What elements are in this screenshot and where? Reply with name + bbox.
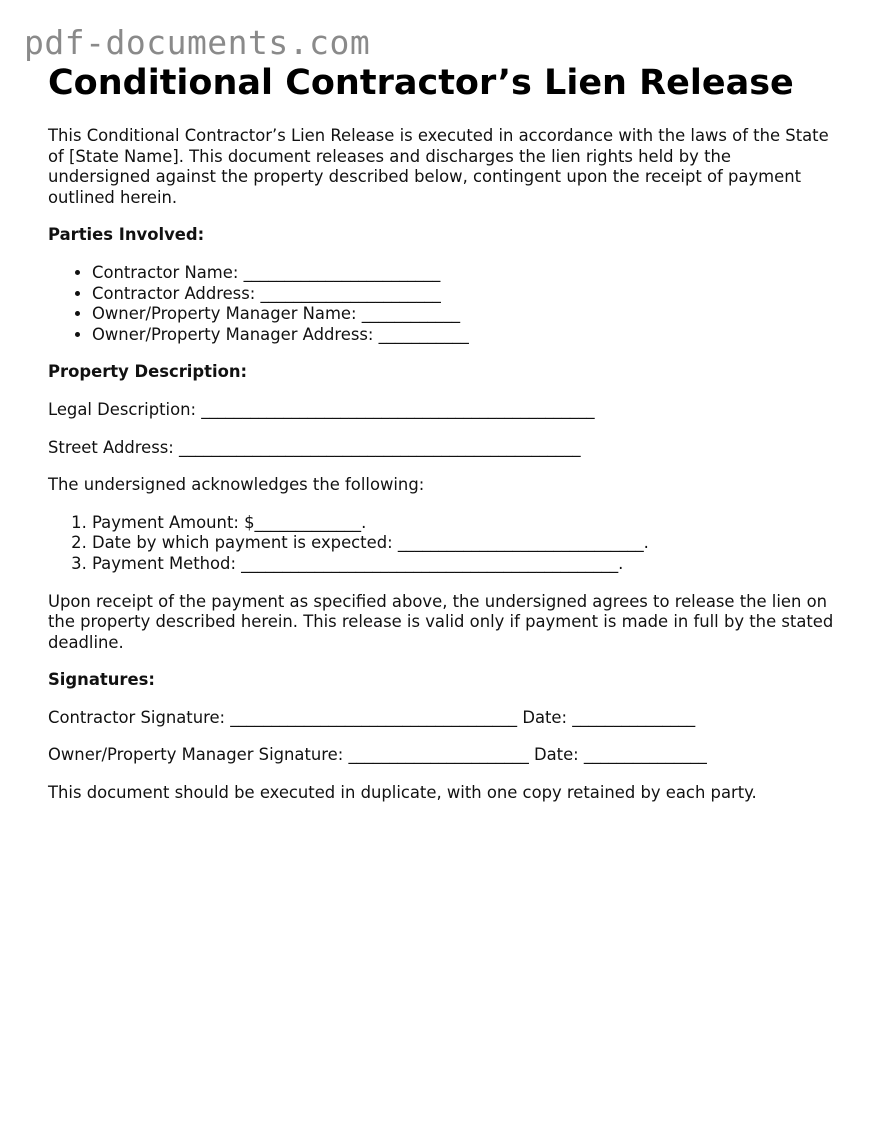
footer-paragraph: This document should be executed in duplicate, with one copy retained by each party. (48, 783, 757, 803)
parties-heading: Parties Involved: (48, 225, 205, 245)
intro-paragraph: This Conditional Contractor’s Lien Release is executed in accordance with the laws of the State of [State Name]. This document releases and discharges the lien rights held by the undersigned against the property described below, contingent upon the receipt of payment outlined herein. (48, 126, 829, 207)
document-title: Conditional Contractor’s Lien Release (48, 63, 794, 103)
party-owner-name: • Owner/Property Manager Name: ____________ (92, 304, 838, 325)
watermark: pdf-documents.com (24, 23, 371, 62)
document (48, 62, 838, 821)
payment-amount-item: 1. Payment Amount: $_____________. (92, 513, 838, 534)
release-paragraph: Upon receipt of the payment as specified above, the undersigned agrees to release the lien on the property described herein. This release is valid only if payment is made in full by the stated deadline. (48, 591, 834, 652)
party-owner-address: • Owner/Property Manager Address: ___________ (92, 325, 838, 346)
owner-signature-line: Owner/Property Manager Signature: ______________________ Date: _______________ (48, 745, 707, 765)
legal-description-line: Legal Description: ________________________________________________ (48, 399, 595, 419)
signatures-heading: Signatures: (48, 670, 155, 690)
contractor-signature-line: Contractor Signature: ___________________________________ Date: _______________ (48, 707, 696, 727)
party-contractor-name: • Contractor Name: ________________________ (92, 263, 838, 284)
acknowledge-intro: The undersigned acknowledges the following: (48, 475, 425, 495)
acknowledge-list (48, 513, 838, 575)
property-heading: Property Description: (48, 362, 248, 382)
payment-date-item: 2. Date by which payment is expected: ______________________________. (92, 533, 838, 554)
payment-method-item: 3. Payment Method: ______________________________________________. (92, 554, 838, 575)
street-address-line: Street Address: _________________________________________________ (48, 437, 581, 457)
parties-list (48, 263, 838, 345)
party-contractor-address: • Contractor Address: ______________________ (92, 284, 838, 305)
